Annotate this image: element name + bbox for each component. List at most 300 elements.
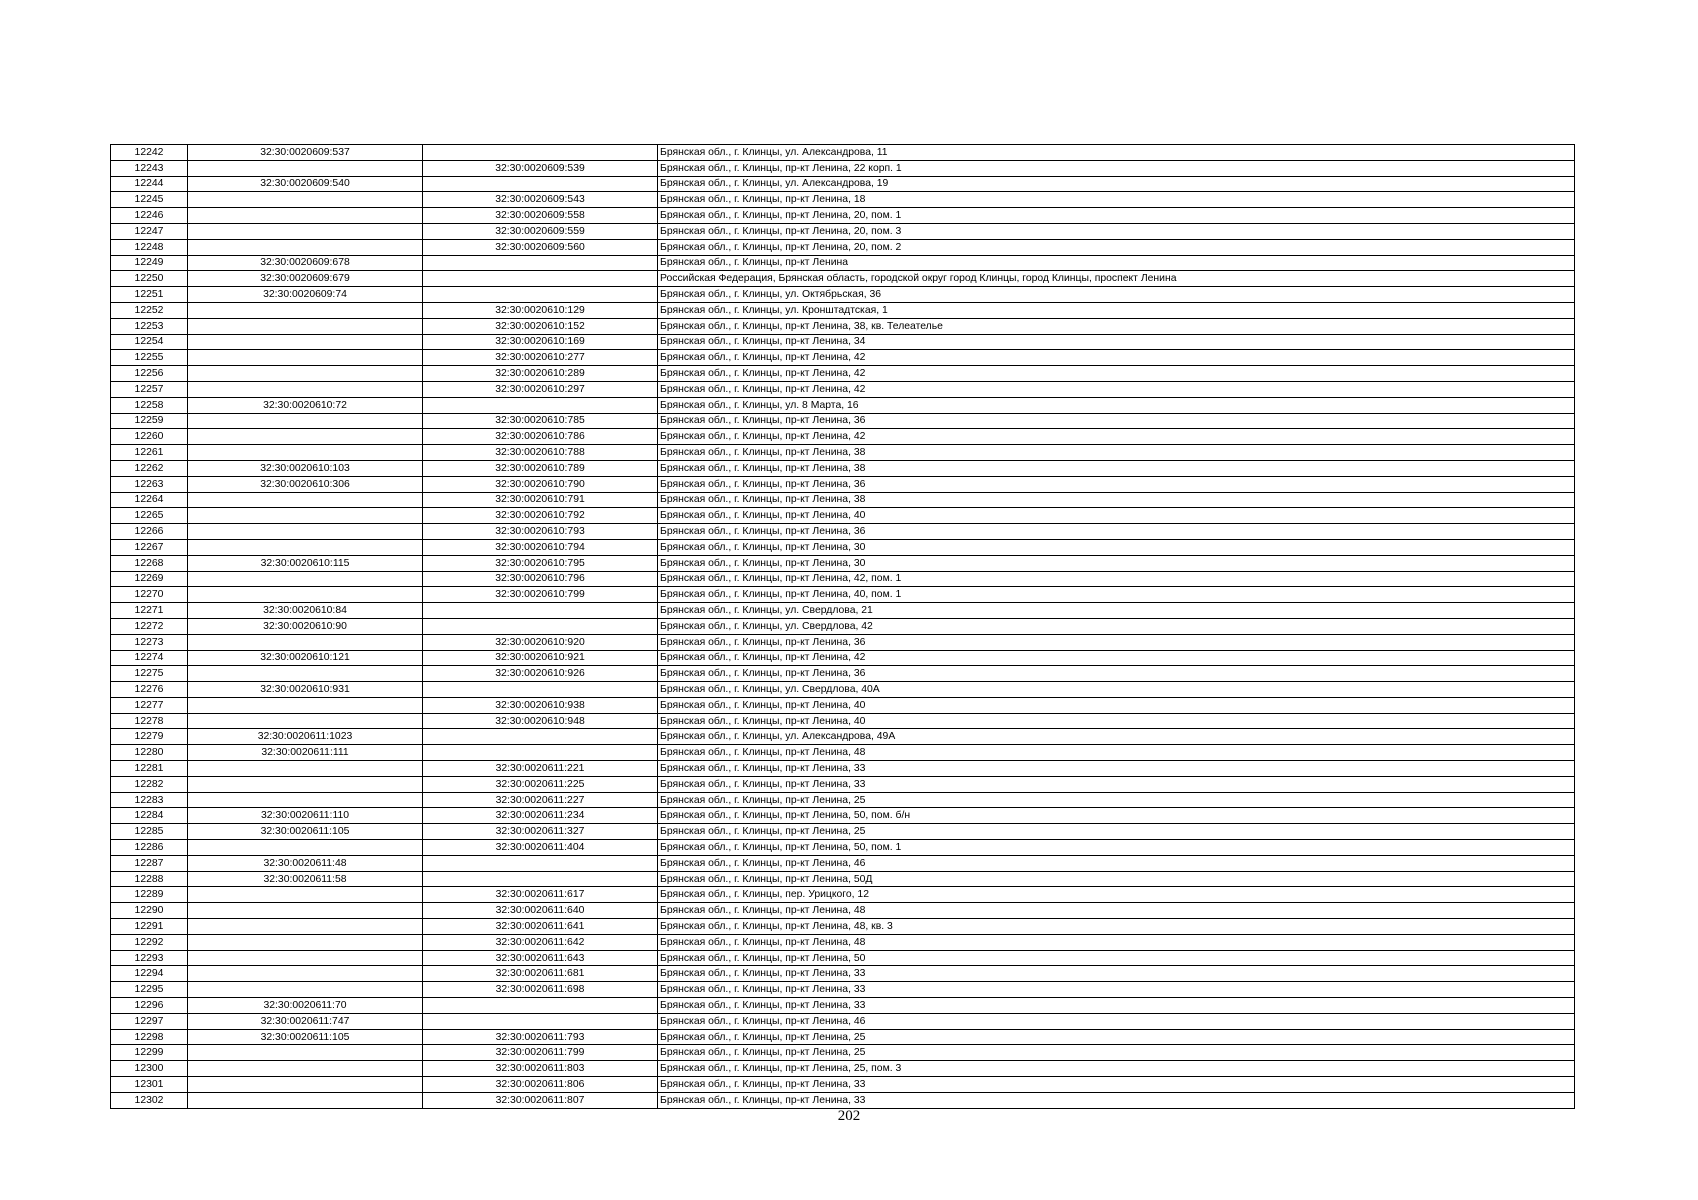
address-cell: Брянская обл., г. Клинцы, пр-кт Ленина, 50Д: [658, 871, 1575, 887]
table-row: [111, 903, 1575, 919]
address-cell: Брянская обл., г. Клинцы, ул. Кронштадтская, 1: [658, 302, 1575, 318]
table-row: [111, 508, 1575, 524]
table-row: [111, 919, 1575, 935]
related-cadastral-number-cell: 32:30:0020611:327: [423, 824, 658, 840]
address-cell: Брянская обл., г. Клинцы, пр-кт Ленина, 50, пом. б/н: [658, 808, 1575, 824]
related-cadastral-number-cell: 32:30:0020610:277: [423, 350, 658, 366]
address-cell: Брянская обл., г. Клинцы, пр-кт Ленина, 38: [658, 460, 1575, 476]
address-cell: Брянская обл., г. Клинцы, ул. Александрова, 11: [658, 145, 1575, 161]
table-row: [111, 1077, 1575, 1093]
related-cadastral-number-cell: [423, 287, 658, 303]
address-cell: Брянская обл., г. Клинцы, пр-кт Ленина, 42: [658, 381, 1575, 397]
related-cadastral-number-cell: 32:30:0020611:643: [423, 950, 658, 966]
table-row: [111, 824, 1575, 840]
row-number-cell: 12288: [111, 871, 188, 887]
table-row: [111, 682, 1575, 698]
row-number-cell: 12277: [111, 697, 188, 713]
address-cell: Брянская обл., г. Клинцы, пр-кт Ленина, 48, кв. 3: [658, 919, 1575, 935]
cadastral-number-cell: [188, 666, 423, 682]
address-cell: Брянская обл., г. Клинцы, пр-кт Ленина, 38, кв. Телеателье: [658, 318, 1575, 334]
row-number-cell: 12291: [111, 919, 188, 935]
address-cell: Брянская обл., г. Клинцы, пр-кт Ленина, 25, пом. 3: [658, 1061, 1575, 1077]
cadastral-number-cell: 32:30:0020611:747: [188, 1013, 423, 1029]
address-cell: Брянская обл., г. Клинцы, пр-кт Ленина, 36: [658, 476, 1575, 492]
row-number-cell: 12249: [111, 255, 188, 271]
related-cadastral-number-cell: 32:30:0020610:948: [423, 713, 658, 729]
row-number-cell: 12292: [111, 934, 188, 950]
related-cadastral-number-cell: 32:30:0020610:792: [423, 508, 658, 524]
cadastral-number-cell: 32:30:0020609:679: [188, 271, 423, 287]
row-number-cell: 12274: [111, 650, 188, 666]
related-cadastral-number-cell: 32:30:0020610:152: [423, 318, 658, 334]
address-cell: Брянская обл., г. Клинцы, пр-кт Ленина, 33: [658, 982, 1575, 998]
cadastral-number-cell: 32:30:0020611:48: [188, 855, 423, 871]
address-cell: Брянская обл., г. Клинцы, пр-кт Ленина, 25: [658, 824, 1575, 840]
related-cadastral-number-cell: 32:30:0020610:799: [423, 587, 658, 603]
table-row: [111, 492, 1575, 508]
cadastral-number-cell: [188, 160, 423, 176]
address-cell: Брянская обл., г. Клинцы, пр-кт Ленина, 42: [658, 350, 1575, 366]
cadastral-number-cell: 32:30:0020611:110: [188, 808, 423, 824]
address-cell: Брянская обл., г. Клинцы, пер. Урицкого, 12: [658, 887, 1575, 903]
address-cell: Брянская обл., г. Клинцы, пр-кт Ленина, 36: [658, 524, 1575, 540]
table-row: [111, 350, 1575, 366]
cadastral-number-cell: [188, 239, 423, 255]
row-number-cell: 12279: [111, 729, 188, 745]
related-cadastral-number-cell: 32:30:0020611:803: [423, 1061, 658, 1077]
related-cadastral-number-cell: 32:30:0020611:681: [423, 966, 658, 982]
address-cell: Брянская обл., г. Клинцы, пр-кт Ленина, 33: [658, 776, 1575, 792]
address-cell: Брянская обл., г. Клинцы, пр-кт Ленина, 48: [658, 934, 1575, 950]
row-number-cell: 12246: [111, 208, 188, 224]
table-row: [111, 192, 1575, 208]
address-cell: Брянская обл., г. Клинцы, пр-кт Ленина, 25: [658, 792, 1575, 808]
row-number-cell: 12256: [111, 366, 188, 382]
table-row: [111, 381, 1575, 397]
address-cell: Брянская обл., г. Клинцы, пр-кт Ленина, 20, пом. 3: [658, 223, 1575, 239]
table-row: [111, 397, 1575, 413]
cadastral-number-cell: 32:30:0020610:103: [188, 460, 423, 476]
address-cell: Брянская обл., г. Клинцы, ул. Александрова, 49А: [658, 729, 1575, 745]
related-cadastral-number-cell: [423, 682, 658, 698]
cadastral-number-cell: 32:30:0020610:84: [188, 603, 423, 619]
cadastral-number-cell: [188, 381, 423, 397]
table-row: [111, 223, 1575, 239]
address-cell: Брянская обл., г. Клинцы, пр-кт Ленина, 33: [658, 761, 1575, 777]
cadastral-number-cell: [188, 1077, 423, 1093]
address-cell: Брянская обл., г. Клинцы, пр-кт Ленина, 25: [658, 1029, 1575, 1045]
cadastral-number-cell: 32:30:0020610:90: [188, 618, 423, 634]
related-cadastral-number-cell: 32:30:0020609:558: [423, 208, 658, 224]
row-number-cell: 12300: [111, 1061, 188, 1077]
cadastral-number-cell: [188, 334, 423, 350]
related-cadastral-number-cell: 32:30:0020610:938: [423, 697, 658, 713]
registry-table-body: [111, 145, 1575, 1109]
related-cadastral-number-cell: 32:30:0020611:799: [423, 1045, 658, 1061]
related-cadastral-number-cell: 32:30:0020611:227: [423, 792, 658, 808]
related-cadastral-number-cell: 32:30:0020610:921: [423, 650, 658, 666]
row-number-cell: 12263: [111, 476, 188, 492]
row-number-cell: 12278: [111, 713, 188, 729]
cadastral-number-cell: [188, 634, 423, 650]
address-cell: Российская Федерация, Брянская область, городской округ город Клинцы, город Клинцы, проспект Ленина: [658, 271, 1575, 287]
table-row: [111, 761, 1575, 777]
address-cell: Брянская обл., г. Клинцы, пр-кт Ленина, 36: [658, 634, 1575, 650]
address-cell: Брянская обл., г. Клинцы, пр-кт Ленина, 46: [658, 855, 1575, 871]
row-number-cell: 12284: [111, 808, 188, 824]
address-cell: Брянская обл., г. Клинцы, пр-кт Ленина, 20, пом. 1: [658, 208, 1575, 224]
cadastral-number-cell: [188, 761, 423, 777]
row-number-cell: 12272: [111, 618, 188, 634]
related-cadastral-number-cell: [423, 603, 658, 619]
cadastral-number-cell: [188, 697, 423, 713]
row-number-cell: 12285: [111, 824, 188, 840]
row-number-cell: 12302: [111, 1092, 188, 1108]
cadastral-number-cell: [188, 571, 423, 587]
related-cadastral-number-cell: [423, 255, 658, 271]
related-cadastral-number-cell: 32:30:0020610:788: [423, 445, 658, 461]
row-number-cell: 12268: [111, 555, 188, 571]
cadastral-number-cell: 32:30:0020611:1023: [188, 729, 423, 745]
row-number-cell: 12298: [111, 1029, 188, 1045]
row-number-cell: 12252: [111, 302, 188, 318]
table-row: [111, 666, 1575, 682]
related-cadastral-number-cell: [423, 145, 658, 161]
related-cadastral-number-cell: 32:30:0020611:404: [423, 840, 658, 856]
related-cadastral-number-cell: [423, 271, 658, 287]
cadastral-number-cell: 32:30:0020611:70: [188, 998, 423, 1014]
related-cadastral-number-cell: 32:30:0020611:225: [423, 776, 658, 792]
cadastral-number-cell: 32:30:0020610:121: [188, 650, 423, 666]
address-cell: Брянская обл., г. Клинцы, пр-кт Ленина, 40: [658, 697, 1575, 713]
address-cell: Брянская обл., г. Клинцы, пр-кт Ленина, 46: [658, 1013, 1575, 1029]
address-cell: Брянская обл., г. Клинцы, пр-кт Ленина, 40: [658, 713, 1575, 729]
address-cell: Брянская обл., г. Клинцы, пр-кт Ленина, 18: [658, 192, 1575, 208]
address-cell: Брянская обл., г. Клинцы, пр-кт Ленина, 42: [658, 650, 1575, 666]
table-row: [111, 1061, 1575, 1077]
cadastral-number-cell: [188, 366, 423, 382]
row-number-cell: 12293: [111, 950, 188, 966]
row-number-cell: 12253: [111, 318, 188, 334]
cadastral-number-cell: 32:30:0020610:115: [188, 555, 423, 571]
row-number-cell: 12275: [111, 666, 188, 682]
table-row: [111, 1029, 1575, 1045]
table-row: [111, 271, 1575, 287]
related-cadastral-number-cell: [423, 745, 658, 761]
table-row: [111, 1045, 1575, 1061]
related-cadastral-number-cell: 32:30:0020610:796: [423, 571, 658, 587]
cadastral-number-cell: 32:30:0020611:105: [188, 824, 423, 840]
cadastral-number-cell: 32:30:0020609:537: [188, 145, 423, 161]
related-cadastral-number-cell: [423, 998, 658, 1014]
related-cadastral-number-cell: [423, 729, 658, 745]
row-number-cell: 12282: [111, 776, 188, 792]
address-cell: Брянская обл., г. Клинцы, пр-кт Ленина, 40, пом. 1: [658, 587, 1575, 603]
address-cell: Брянская обл., г. Клинцы, пр-кт Ленина, 22 корп. 1: [658, 160, 1575, 176]
related-cadastral-number-cell: 32:30:0020610:795: [423, 555, 658, 571]
table-row: [111, 603, 1575, 619]
related-cadastral-number-cell: [423, 871, 658, 887]
cadastral-number-cell: 32:30:0020609:540: [188, 176, 423, 192]
address-cell: Брянская обл., г. Клинцы, пр-кт Ленина, 42, пом. 1: [658, 571, 1575, 587]
table-row: [111, 887, 1575, 903]
row-number-cell: 12294: [111, 966, 188, 982]
row-number-cell: 12254: [111, 334, 188, 350]
row-number-cell: 12264: [111, 492, 188, 508]
address-cell: Брянская обл., г. Клинцы, пр-кт Ленина, 36: [658, 666, 1575, 682]
row-number-cell: 12244: [111, 176, 188, 192]
table-row: [111, 287, 1575, 303]
table-row: [111, 998, 1575, 1014]
address-cell: Брянская обл., г. Клинцы, пр-кт Ленина, 50: [658, 950, 1575, 966]
related-cadastral-number-cell: 32:30:0020611:617: [423, 887, 658, 903]
row-number-cell: 12248: [111, 239, 188, 255]
table-row: [111, 587, 1575, 603]
related-cadastral-number-cell: 32:30:0020610:789: [423, 460, 658, 476]
cadastral-number-cell: [188, 318, 423, 334]
related-cadastral-number-cell: 32:30:0020610:920: [423, 634, 658, 650]
row-number-cell: 12262: [111, 460, 188, 476]
address-cell: Брянская обл., г. Клинцы, ул. 8 Марта, 16: [658, 397, 1575, 413]
address-cell: Брянская обл., г. Клинцы, пр-кт Ленина, 33: [658, 1092, 1575, 1108]
cadastral-number-cell: [188, 792, 423, 808]
address-cell: Брянская обл., г. Клинцы, пр-кт Ленина, 34: [658, 334, 1575, 350]
row-number-cell: 12287: [111, 855, 188, 871]
related-cadastral-number-cell: 32:30:0020610:297: [423, 381, 658, 397]
cadastral-number-cell: [188, 919, 423, 935]
address-cell: Брянская обл., г. Клинцы, пр-кт Ленина, 38: [658, 445, 1575, 461]
row-number-cell: 12276: [111, 682, 188, 698]
related-cadastral-number-cell: 32:30:0020611:698: [423, 982, 658, 998]
address-cell: Брянская обл., г. Клинцы, пр-кт Ленина, 38: [658, 492, 1575, 508]
cadastral-number-cell: [188, 508, 423, 524]
cadastral-number-cell: [188, 350, 423, 366]
cadastral-number-cell: [188, 445, 423, 461]
cadastral-number-cell: [188, 713, 423, 729]
address-cell: Брянская обл., г. Клинцы, пр-кт Ленина, 50, пом. 1: [658, 840, 1575, 856]
address-cell: Брянская обл., г. Клинцы, пр-кт Ленина, 33: [658, 966, 1575, 982]
related-cadastral-number-cell: 32:30:0020609:539: [423, 160, 658, 176]
cadastral-number-cell: [188, 587, 423, 603]
table-row: [111, 776, 1575, 792]
related-cadastral-number-cell: 32:30:0020611:806: [423, 1077, 658, 1093]
cadastral-number-cell: [188, 903, 423, 919]
cadastral-number-cell: 32:30:0020611:111: [188, 745, 423, 761]
address-cell: Брянская обл., г. Клинцы, ул. Свердлова, 21: [658, 603, 1575, 619]
related-cadastral-number-cell: 32:30:0020611:234: [423, 808, 658, 824]
table-row: [111, 255, 1575, 271]
cadastral-number-cell: [188, 966, 423, 982]
related-cadastral-number-cell: 32:30:0020611:642: [423, 934, 658, 950]
cadastral-number-cell: [188, 1045, 423, 1061]
table-row: [111, 871, 1575, 887]
related-cadastral-number-cell: 32:30:0020611:793: [423, 1029, 658, 1045]
cadastral-number-cell: 32:30:0020610:931: [188, 682, 423, 698]
related-cadastral-number-cell: 32:30:0020609:543: [423, 192, 658, 208]
address-cell: Брянская обл., г. Клинцы, пр-кт Ленина, 42: [658, 366, 1575, 382]
row-number-cell: 12243: [111, 160, 188, 176]
row-number-cell: 12273: [111, 634, 188, 650]
row-number-cell: 12295: [111, 982, 188, 998]
table-row: [111, 239, 1575, 255]
table-row: [111, 792, 1575, 808]
address-cell: Брянская обл., г. Клинцы, ул. Свердлова, 40А: [658, 682, 1575, 698]
page-number: 202: [837, 1108, 861, 1124]
cadastral-number-cell: [188, 208, 423, 224]
related-cadastral-number-cell: 32:30:0020609:560: [423, 239, 658, 255]
table-row: [111, 571, 1575, 587]
related-cadastral-number-cell: 32:30:0020610:289: [423, 366, 658, 382]
row-number-cell: 12299: [111, 1045, 188, 1061]
row-number-cell: 12242: [111, 145, 188, 161]
table-row: [111, 1013, 1575, 1029]
table-row: [111, 429, 1575, 445]
row-number-cell: 12283: [111, 792, 188, 808]
cadastral-number-cell: [188, 539, 423, 555]
related-cadastral-number-cell: 32:30:0020611:641: [423, 919, 658, 935]
related-cadastral-number-cell: [423, 176, 658, 192]
table-row: [111, 808, 1575, 824]
related-cadastral-number-cell: 32:30:0020610:926: [423, 666, 658, 682]
related-cadastral-number-cell: 32:30:0020611:807: [423, 1092, 658, 1108]
table-row: [111, 950, 1575, 966]
table-row: [111, 1092, 1575, 1108]
table-row: [111, 840, 1575, 856]
table-row: [111, 160, 1575, 176]
cadastral-number-cell: [188, 429, 423, 445]
row-number-cell: 12245: [111, 192, 188, 208]
address-cell: Брянская обл., г. Клинцы, ул. Свердлова, 42: [658, 618, 1575, 634]
row-number-cell: 12251: [111, 287, 188, 303]
cadastral-number-cell: 32:30:0020610:306: [188, 476, 423, 492]
table-row: [111, 982, 1575, 998]
cadastral-number-cell: [188, 524, 423, 540]
table-row: [111, 460, 1575, 476]
related-cadastral-number-cell: [423, 397, 658, 413]
related-cadastral-number-cell: 32:30:0020610:786: [423, 429, 658, 445]
row-number-cell: 12250: [111, 271, 188, 287]
cadastral-number-cell: 32:30:0020609:74: [188, 287, 423, 303]
table-row: [111, 476, 1575, 492]
related-cadastral-number-cell: 32:30:0020610:793: [423, 524, 658, 540]
row-number-cell: 12257: [111, 381, 188, 397]
related-cadastral-number-cell: 32:30:0020609:559: [423, 223, 658, 239]
address-cell: Брянская обл., г. Клинцы, пр-кт Ленина, 36: [658, 413, 1575, 429]
cadastral-number-cell: [188, 1092, 423, 1108]
registry-table: [110, 144, 1575, 1109]
related-cadastral-number-cell: 32:30:0020611:221: [423, 761, 658, 777]
row-number-cell: 12269: [111, 571, 188, 587]
table-row: [111, 745, 1575, 761]
table-row: [111, 634, 1575, 650]
row-number-cell: 12258: [111, 397, 188, 413]
row-number-cell: 12289: [111, 887, 188, 903]
table-row: [111, 650, 1575, 666]
row-number-cell: 12259: [111, 413, 188, 429]
table-row: [111, 539, 1575, 555]
row-number-cell: 12265: [111, 508, 188, 524]
table-row: [111, 697, 1575, 713]
row-number-cell: 12286: [111, 840, 188, 856]
address-cell: Брянская обл., г. Клинцы, пр-кт Ленина, 30: [658, 539, 1575, 555]
row-number-cell: 12301: [111, 1077, 188, 1093]
table-row: [111, 334, 1575, 350]
address-cell: Брянская обл., г. Клинцы, ул. Октябрьская, 36: [658, 287, 1575, 303]
cadastral-number-cell: [188, 302, 423, 318]
row-number-cell: 12247: [111, 223, 188, 239]
related-cadastral-number-cell: 32:30:0020610:169: [423, 334, 658, 350]
related-cadastral-number-cell: [423, 618, 658, 634]
related-cadastral-number-cell: [423, 855, 658, 871]
address-cell: Брянская обл., г. Клинцы, пр-кт Ленина, 20, пом. 2: [658, 239, 1575, 255]
related-cadastral-number-cell: [423, 1013, 658, 1029]
row-number-cell: 12255: [111, 350, 188, 366]
table-row: [111, 524, 1575, 540]
address-cell: Брянская обл., г. Клинцы, пр-кт Ленина, 48: [658, 903, 1575, 919]
cadastral-number-cell: [188, 413, 423, 429]
cadastral-number-cell: 32:30:0020611:58: [188, 871, 423, 887]
related-cadastral-number-cell: 32:30:0020610:794: [423, 539, 658, 555]
table-row: [111, 934, 1575, 950]
cadastral-number-cell: [188, 982, 423, 998]
address-cell: Брянская обл., г. Клинцы, пр-кт Ленина, 30: [658, 555, 1575, 571]
table-row: [111, 618, 1575, 634]
table-row: [111, 413, 1575, 429]
row-number-cell: 12270: [111, 587, 188, 603]
table-row: [111, 713, 1575, 729]
table-row: [111, 555, 1575, 571]
related-cadastral-number-cell: 32:30:0020611:640: [423, 903, 658, 919]
table-row: [111, 966, 1575, 982]
cadastral-number-cell: [188, 776, 423, 792]
cadastral-number-cell: 32:30:0020609:678: [188, 255, 423, 271]
table-row: [111, 208, 1575, 224]
table-row: [111, 445, 1575, 461]
row-number-cell: 12260: [111, 429, 188, 445]
table-row: [111, 145, 1575, 161]
cadastral-number-cell: 32:30:0020610:72: [188, 397, 423, 413]
address-cell: Брянская обл., г. Клинцы, пр-кт Ленина, 25: [658, 1045, 1575, 1061]
table-row: [111, 729, 1575, 745]
row-number-cell: 12266: [111, 524, 188, 540]
table-row: [111, 855, 1575, 871]
table-row: [111, 318, 1575, 334]
related-cadastral-number-cell: 32:30:0020610:129: [423, 302, 658, 318]
cadastral-number-cell: [188, 934, 423, 950]
row-number-cell: 12280: [111, 745, 188, 761]
address-cell: Брянская обл., г. Клинцы, пр-кт Ленина, 33: [658, 1077, 1575, 1093]
cadastral-number-cell: [188, 950, 423, 966]
cadastral-number-cell: [188, 192, 423, 208]
row-number-cell: 12281: [111, 761, 188, 777]
cadastral-number-cell: [188, 887, 423, 903]
address-cell: Брянская обл., г. Клинцы, пр-кт Ленина, 33: [658, 998, 1575, 1014]
row-number-cell: 12261: [111, 445, 188, 461]
row-number-cell: 12296: [111, 998, 188, 1014]
cadastral-number-cell: 32:30:0020611:105: [188, 1029, 423, 1045]
address-cell: Брянская обл., г. Клинцы, пр-кт Ленина, 42: [658, 429, 1575, 445]
row-number-cell: 12271: [111, 603, 188, 619]
table-row: [111, 176, 1575, 192]
row-number-cell: 12297: [111, 1013, 188, 1029]
address-cell: Брянская обл., г. Клинцы, пр-кт Ленина, 48: [658, 745, 1575, 761]
address-cell: Брянская обл., г. Клинцы, ул. Александрова, 19: [658, 176, 1575, 192]
cadastral-number-cell: [188, 492, 423, 508]
row-number-cell: 12267: [111, 539, 188, 555]
cadastral-number-cell: [188, 1061, 423, 1077]
row-number-cell: 12290: [111, 903, 188, 919]
table-row: [111, 366, 1575, 382]
